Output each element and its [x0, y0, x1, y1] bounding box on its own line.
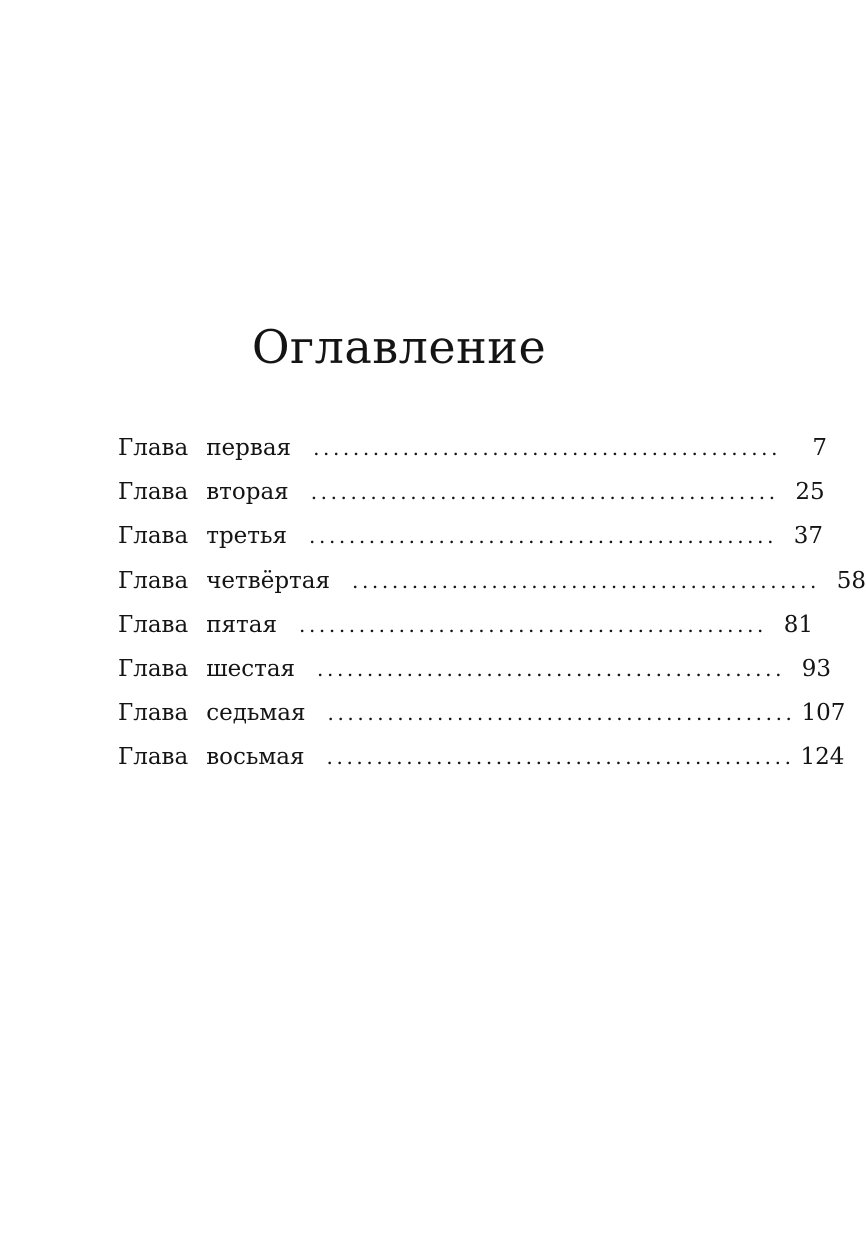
toc-entry — [118, 647, 832, 691]
chapter-word: Глава — [118, 700, 189, 727]
page-number: 124 — [800, 744, 845, 771]
dot-leader: ............................................... — [326, 745, 795, 770]
page-title: Оглавление — [251, 320, 547, 374]
toc-entry — [118, 735, 845, 779]
page-number: 81 — [783, 611, 814, 638]
chapter-name: шестая — [206, 655, 296, 682]
dot-leader: ............................................... — [313, 436, 782, 460]
chapter-word: Глава — [118, 655, 189, 682]
toc-entry — [118, 426, 828, 470]
chapter-name: вторая — [206, 479, 289, 506]
chapter-name: седьмая — [206, 700, 306, 727]
toc-entry-label — [118, 514, 291, 558]
chapter-name: первая — [206, 435, 292, 461]
toc-entry — [118, 559, 866, 603]
toc-entry-label — [118, 559, 334, 603]
toc-entry-label — [118, 470, 293, 514]
chapter-word: Глава — [118, 744, 189, 771]
dot-leader: ............................................... — [309, 524, 778, 549]
chapter-name: восьмая — [206, 744, 305, 771]
chapter-word: Глава — [118, 523, 189, 550]
toc-entry-label — [118, 603, 281, 647]
chapter-name: третья — [206, 523, 288, 550]
toc-entry — [118, 514, 824, 558]
toc-entry-label — [118, 691, 310, 735]
dot-leader: ............................................... — [317, 656, 786, 681]
toc-entry-label — [118, 647, 299, 691]
page-number: 58 — [836, 567, 866, 594]
chapter-name: четвёртая — [206, 567, 330, 594]
toc-entry — [118, 603, 814, 647]
toc-entry-label — [118, 735, 309, 779]
page-number: 25 — [795, 479, 825, 506]
page-number: 107 — [801, 700, 846, 727]
page-number: 7 — [812, 435, 828, 461]
table-of-contents — [118, 426, 866, 780]
toc-entry — [118, 470, 825, 514]
chapter-word: Глава — [118, 611, 189, 638]
dot-leader: ............................................... — [352, 568, 820, 593]
dot-leader: ............................................... — [327, 701, 796, 726]
page-number: 93 — [801, 655, 832, 682]
page-number: 37 — [793, 523, 824, 550]
chapter-word: Глава — [118, 435, 189, 461]
toc-entry-label — [118, 426, 295, 470]
chapter-word: Глава — [118, 479, 189, 506]
chapter-word: Глава — [118, 567, 189, 594]
dot-leader: ............................................... — [299, 612, 768, 637]
dot-leader: ............................................... — [310, 480, 779, 505]
toc-entry — [118, 691, 846, 735]
chapter-name: пятая — [206, 611, 278, 638]
